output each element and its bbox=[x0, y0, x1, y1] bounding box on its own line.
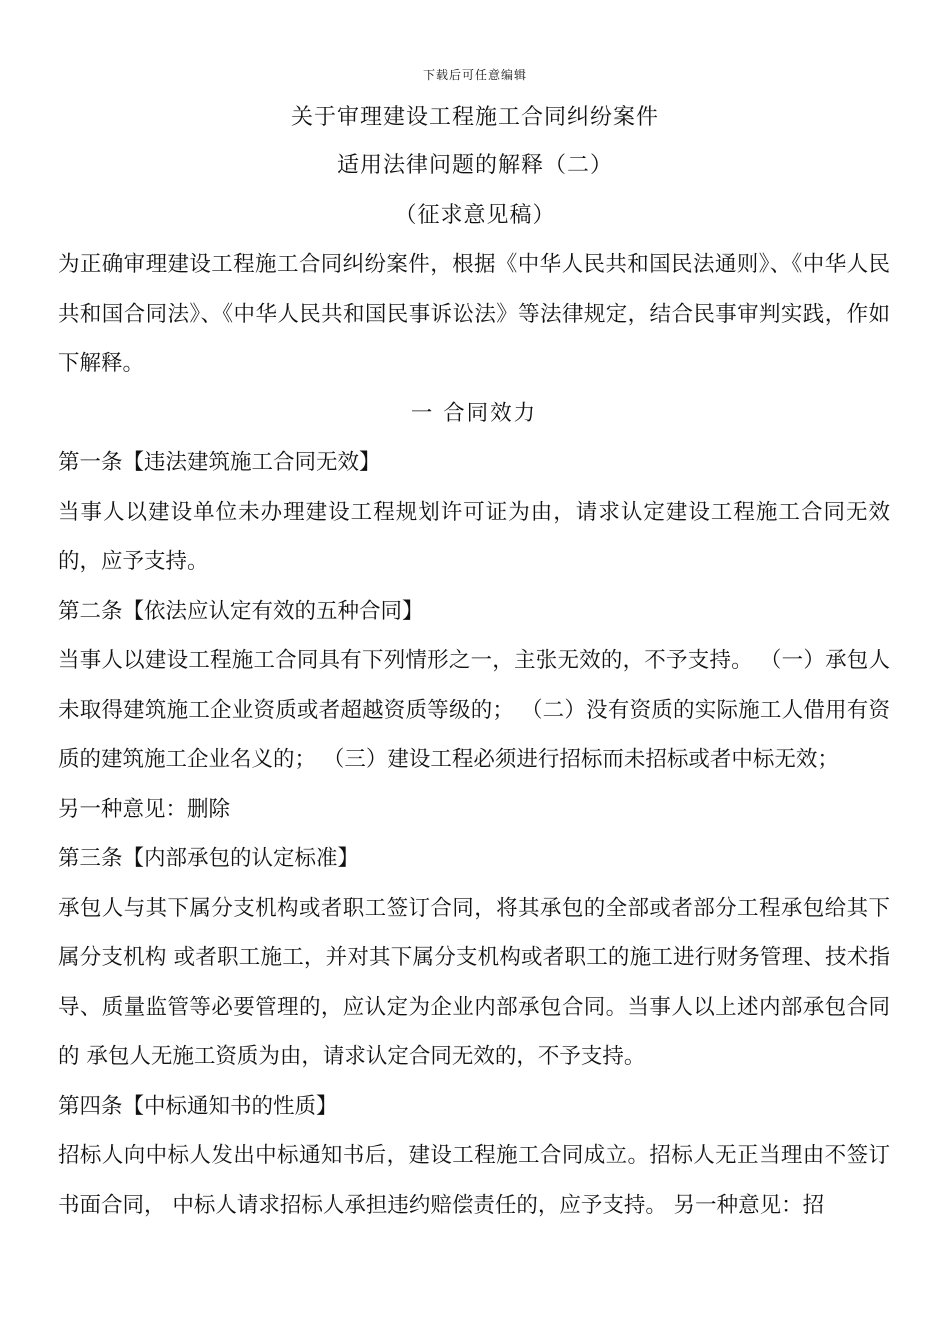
document-body bbox=[58, 240, 890, 1230]
document-title-line-1: 关于审理建设工程施工合同纠纷案件 bbox=[290, 105, 659, 130]
article-1-title: 第一条【违法建筑施工合同无效】 bbox=[58, 450, 381, 475]
document-title-draft-note: （征求意见稿） bbox=[394, 203, 556, 228]
article-3-title: 第三条【内部承包的认定标准】 bbox=[58, 846, 360, 871]
article-4-body: 招标人向中标人发出中标通知书后，建设工程施工合同成立。招标人无正当理由不签订书面合同， 中标人请求招标人承担违约赔偿责任的，应予支持。 另一种意见：招 bbox=[58, 1143, 890, 1218]
preamble-paragraph: 为正确审理建设工程施工合同纠纷案件，根据《中华人民共和国民法通则》、《中华人民共和国合同法》、《中华人民共和国民事诉讼法》等法律规定，结合民事审判实践，作如下解释。 bbox=[58, 252, 890, 376]
article-3-body: 承包人与其下属分支机构或者职工签订合同，将其承包的全部或者部分工程承包给其下属分支机构 或者职工施工，并对其下属分支机构或者职工的施工进行财务管理、技术指导、质量监管等必要管理的，应认定为企业内部承包合同。当事人以上述内部承包合同的 承包人无施工资质为由，请求认定合同无效的，不予支持。 bbox=[58, 895, 890, 1069]
document-title-line-2: 适用法律问题的解释（二） bbox=[336, 153, 613, 178]
article-1-body: 当事人以建设单位未办理建设工程规划许可证为由，请求认定建设工程施工合同无效的，应予支持。 bbox=[58, 499, 890, 574]
section-title: 一 合同效力 bbox=[410, 400, 538, 426]
article-2-alt-opinion: 另一种意见：删除 bbox=[58, 796, 231, 822]
header-note: 下载后可任意编辑 bbox=[422, 68, 527, 82]
article-2-body: 当事人以建设工程施工合同具有下列情形之一，主张无效的，不予支持。 （一）承包人未取得建筑施工企业资质或者超越资质等级的； （二）没有资质的实际施工人借用有资质的建筑施工企业名义的； （三）建设工程必须进行招标而未招标或者中标无效； bbox=[58, 648, 890, 772]
article-4-title: 第四条【中标通知书的性质】 bbox=[58, 1093, 338, 1119]
article-2-title: 第二条【依法应认定有效的五种合同】 bbox=[58, 598, 424, 624]
